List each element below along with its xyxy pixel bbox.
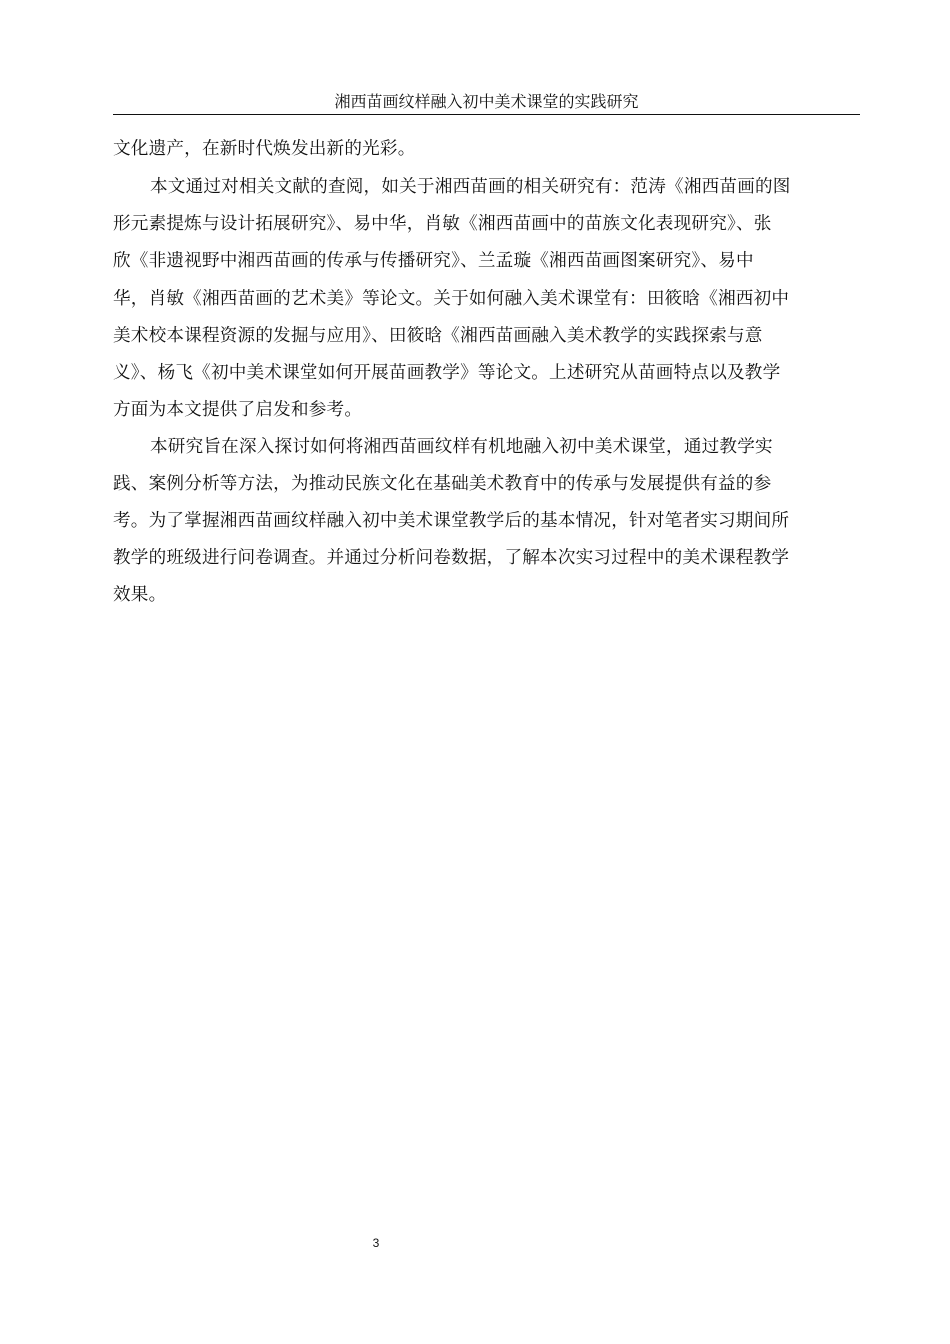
text-line-5: 华，肖敏《湘西苗画的艺术美》等论文。关于如何融入美术课堂有：田筱晗《湘西初中 — [113, 289, 790, 309]
running-header: 湘西苗画纹样融入初中美术课堂的实践研究 — [113, 90, 860, 115]
text-line-7: 义》、杨飞《初中美术课堂如何开展苗画教学》等论文。上述研究从苗画特点以及教学 — [113, 363, 781, 383]
text-line-4: 欣《非遗视野中湘西苗画的传承与传播研究》、兰孟璇《湘西苗画图案研究》、易中 — [113, 251, 754, 271]
text-line-8: 方面为本文提供了启发和参考。 — [113, 400, 363, 420]
text-line-9: 本研究旨在深入探讨如何将湘西苗画纹样有机地融入初中美术课堂，通过教学实 — [150, 437, 773, 457]
text-line-2: 本文通过对相关文献的查阅，如关于湘西苗画的相关研究有：范涛《湘西苗画的图 — [150, 177, 791, 197]
page-number: 3 — [372, 1236, 380, 1250]
text-line-11: 考。为了掌握湘西苗画纹样融入初中美术课堂教学后的基本情况，针对笔者实习期间所 — [113, 511, 790, 531]
text-line-3: 形元素提炼与设计拓展研究》、易中华，肖敏《湘西苗画中的苗族文化表现研究》、张 — [113, 214, 772, 234]
text-line-10: 践、案例分析等方法，为推动民族文化在基础美术教育中的传承与发展提供有益的参 — [113, 474, 772, 494]
text-line-6: 美术校本课程资源的发掘与应用》、田筱晗《湘西苗画融入美术教学的实践探索与意 — [113, 326, 763, 346]
text-line-1: 文化遗产，在新时代焕发出新的光彩。 — [113, 139, 416, 159]
text-line-12: 教学的班级进行问卷调查。并通过分析问卷数据，了解本次实习过程中的美术课程教学 — [113, 548, 790, 568]
text-line-13: 效果。 — [113, 585, 167, 605]
